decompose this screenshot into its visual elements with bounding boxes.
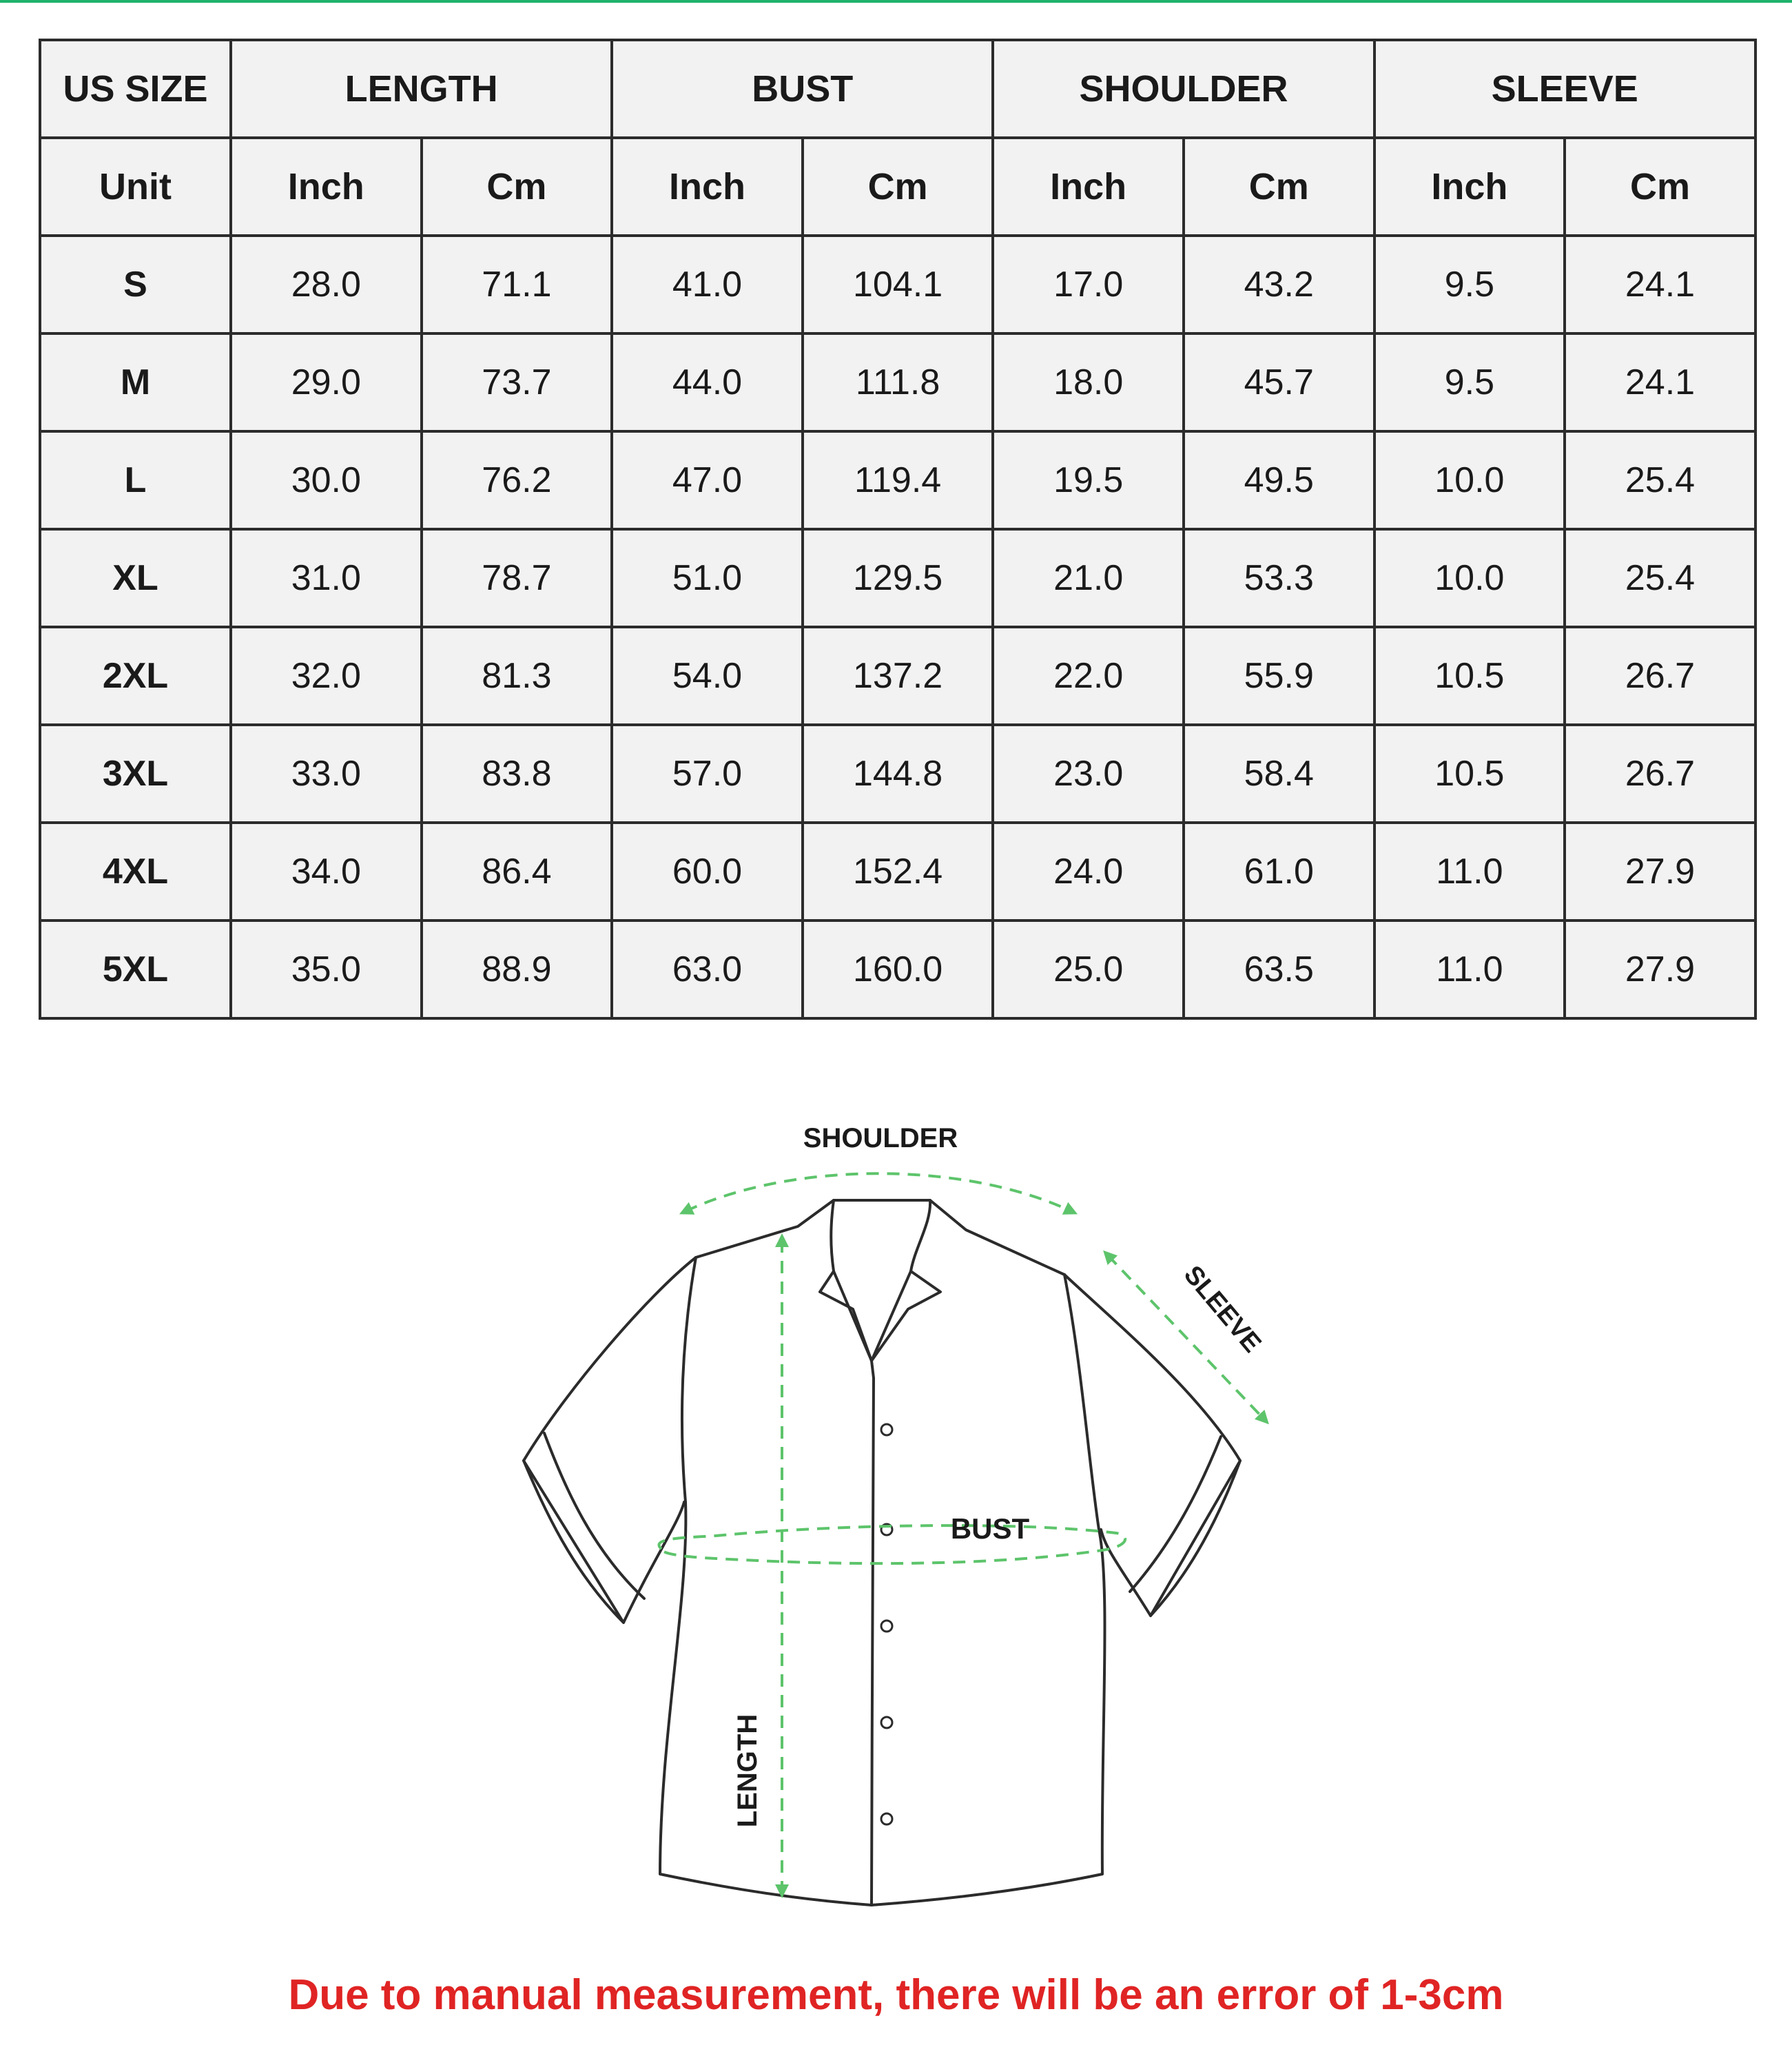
bust-label: BUST (950, 1512, 1030, 1545)
measurement-cell: 34.0 (231, 823, 422, 921)
measurement-cell: 129.5 (803, 529, 993, 627)
measurement-cell: 111.8 (803, 333, 993, 431)
measurement-cell: 26.7 (1565, 725, 1755, 823)
unit-label: Unit (40, 138, 231, 236)
shirt-shoulder-left (696, 1200, 1064, 1275)
measurement-cell: 25.0 (993, 921, 1184, 1018)
size-cell: 4XL (40, 823, 231, 921)
measurement-cell: 25.4 (1565, 431, 1755, 529)
header-bust: BUST (612, 40, 993, 138)
unit-cell: Inch (1374, 138, 1565, 236)
table-row (40, 627, 1755, 725)
measurement-cell: 23.0 (993, 725, 1184, 823)
table-row (40, 333, 1755, 431)
measurement-cell: 73.7 (422, 333, 612, 431)
measurement-cell: 10.5 (1374, 725, 1565, 823)
shirt-measurement-diagram (0, 1075, 1792, 1943)
table-unit-row (40, 138, 1755, 236)
measurement-cell: 33.0 (231, 725, 422, 823)
size-cell: S (40, 236, 231, 333)
measurement-cell: 31.0 (231, 529, 422, 627)
measurement-cell: 76.2 (422, 431, 612, 529)
measurement-cell: 19.5 (993, 431, 1184, 529)
measurement-cell: 78.7 (422, 529, 612, 627)
measurement-cell: 17.0 (993, 236, 1184, 333)
length-label: LENGTH (732, 1714, 763, 1828)
measurement-labels (732, 1123, 1266, 1827)
measurement-cell: 44.0 (612, 333, 803, 431)
shirt-body-left (660, 1257, 872, 1905)
shirt-button (881, 1621, 892, 1632)
size-cell: M (40, 333, 231, 431)
size-cell: XL (40, 529, 231, 627)
measurement-cell: 61.0 (1184, 823, 1374, 921)
measurement-cell: 25.4 (1565, 529, 1755, 627)
measurement-cell: 160.0 (803, 921, 993, 1018)
measurement-cell: 22.0 (993, 627, 1184, 725)
size-cell: 2XL (40, 627, 231, 725)
measurement-cell: 9.5 (1374, 333, 1565, 431)
measurement-cell: 10.0 (1374, 529, 1565, 627)
measurement-cell: 32.0 (231, 627, 422, 725)
shirt-sleeve-left (524, 1257, 696, 1623)
size-chart-table (39, 39, 1757, 1020)
shirt-lapel-left (820, 1271, 872, 1361)
measurement-cell: 18.0 (993, 333, 1184, 431)
measurement-cell: 137.2 (803, 627, 993, 725)
unit-cell: Inch (231, 138, 422, 236)
measurement-error-note: Due to manual measurement, there will be an error of 1-3cm (288, 1971, 1504, 2019)
measurement-cell: 49.5 (1184, 431, 1374, 529)
size-cell: L (40, 431, 231, 529)
measurement-cell: 11.0 (1374, 921, 1565, 1018)
measurement-cell: 104.1 (803, 236, 993, 333)
measurement-cell: 88.9 (422, 921, 612, 1018)
measurement-cell: 27.9 (1565, 921, 1755, 1018)
measurement-cell: 71.1 (422, 236, 612, 333)
measurement-cell: 53.3 (1184, 529, 1374, 627)
shirt-body-right (872, 1275, 1105, 1905)
measurement-cell: 21.0 (993, 529, 1184, 627)
measurement-cell: 152.4 (803, 823, 993, 921)
measurement-cell: 24.1 (1565, 333, 1755, 431)
unit-cell: Cm (422, 138, 612, 236)
header-sleeve: SLEEVE (1374, 40, 1755, 138)
measurement-cell: 83.8 (422, 725, 612, 823)
unit-cell: Inch (612, 138, 803, 236)
shirt-outline (524, 1200, 1240, 1905)
shirt-collar (831, 1200, 930, 1361)
shirt-buttons (881, 1424, 892, 1824)
table-row (40, 529, 1755, 627)
measurement-cell: 28.0 (231, 236, 422, 333)
size-cell: 3XL (40, 725, 231, 823)
measurement-cell: 24.1 (1565, 236, 1755, 333)
measurement-cell: 41.0 (612, 236, 803, 333)
unit-cell: Inch (993, 138, 1184, 236)
unit-cell: Cm (803, 138, 993, 236)
measurement-cell: 27.9 (1565, 823, 1755, 921)
measurement-cell: 9.5 (1374, 236, 1565, 333)
unit-cell: Cm (1565, 138, 1755, 236)
measurement-cell: 45.7 (1184, 333, 1374, 431)
measurement-cell: 10.0 (1374, 431, 1565, 529)
measurement-cell: 86.4 (422, 823, 612, 921)
measurement-cell: 57.0 (612, 725, 803, 823)
measurement-cell: 63.5 (1184, 921, 1374, 1018)
shirt-sleeve-right-cuff-inner (1130, 1437, 1221, 1592)
shoulder-guide (686, 1173, 1071, 1211)
table-row (40, 236, 1755, 333)
table-row (40, 725, 1755, 823)
measurement-cell: 30.0 (231, 431, 422, 529)
top-accent-rule (0, 0, 1792, 3)
measurement-cell: 11.0 (1374, 823, 1565, 921)
shoulder-label: SHOULDER (803, 1123, 958, 1153)
sleeve-label: SLEEVE (1177, 1260, 1267, 1359)
measurement-cell: 26.7 (1565, 627, 1755, 725)
table-row (40, 431, 1755, 529)
measurement-cell: 60.0 (612, 823, 803, 921)
shirt-placket (872, 1361, 874, 1905)
header-length: LENGTH (231, 40, 612, 138)
header-us-size: US SIZE (40, 40, 231, 138)
measurement-cell: 63.0 (612, 921, 803, 1018)
measurement-cell: 47.0 (612, 431, 803, 529)
measurement-cell: 24.0 (993, 823, 1184, 921)
measurement-cell: 81.3 (422, 627, 612, 725)
measurement-cell: 58.4 (1184, 725, 1374, 823)
measurement-cell: 35.0 (231, 921, 422, 1018)
table-header-row (40, 40, 1755, 138)
size-cell: 5XL (40, 921, 231, 1018)
measurement-cell: 10.5 (1374, 627, 1565, 725)
shirt-button (881, 1717, 892, 1728)
measurement-cell: 144.8 (803, 725, 993, 823)
measurement-cell: 54.0 (612, 627, 803, 725)
unit-cell: Cm (1184, 138, 1374, 236)
measurement-cell: 29.0 (231, 333, 422, 431)
measurement-cell: 55.9 (1184, 627, 1374, 725)
measurement-cell: 51.0 (612, 529, 803, 627)
shirt-button (881, 1813, 892, 1824)
measurement-cell: 43.2 (1184, 236, 1374, 333)
shirt-button (881, 1424, 892, 1435)
table-row (40, 823, 1755, 921)
table-row (40, 921, 1755, 1018)
measurement-cell: 119.4 (803, 431, 993, 529)
header-shoulder: SHOULDER (993, 40, 1374, 138)
